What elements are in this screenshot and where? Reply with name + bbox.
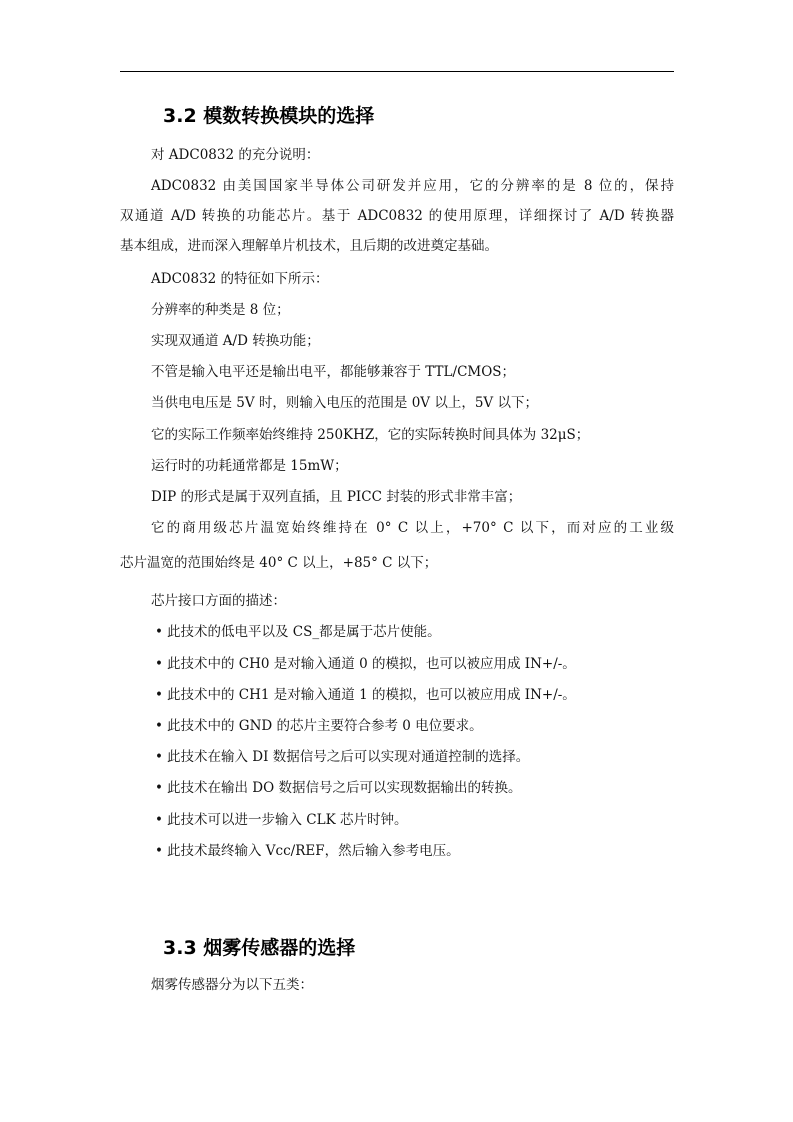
temperature-range-line-1: 它的商用级芯片温宽始终维持在 0° C 以上，+70° C 以下，而对应的工业级 [151, 520, 674, 536]
interface-list-item [155, 717, 483, 735]
interface-list-item [155, 842, 460, 860]
feature-item: 实现双通道 A/D 转换功能； [151, 333, 320, 349]
bullet-icon: • [155, 624, 163, 640]
adc-description-line-1: ADC0832 由美国国家半导体公司研发并应用，它的分辨率的是 8 位的，保持 [151, 178, 674, 194]
interface-item-text: 此技术在输入 DI 数据信号之后可以实现对通道控制的选择。 [167, 749, 530, 765]
interface-list-item [155, 748, 529, 766]
bullet-icon: • [155, 656, 163, 672]
bullet-icon: • [155, 687, 163, 703]
feature-item: 不管是输入电平还是输出电平，都能够兼容于 TTL/CMOS； [151, 364, 516, 380]
bullet-icon: • [155, 812, 163, 828]
feature-item: 它的实际工作频率始终维持 250KHZ，它的实际转换时间具体为 32μS； [151, 427, 590, 443]
adc-description-line-2: 双通道 A/D 转换的功能芯片。基于 ADC0832 的使用原理，详细探讨了 A/D 转换器 [120, 208, 674, 224]
interface-item-text: 此技术中的 GND 的芯片主要符合参考 0 电位要求。 [167, 718, 483, 734]
feature-item: 分辨率的种类是 8 位； [151, 302, 290, 318]
interface-item-text: 此技术的低电平以及 CS_都是属于芯片使能。 [167, 624, 441, 640]
interface-list-item [155, 655, 576, 673]
interface-item-text: 此技术最终输入 Vcc/REF，然后输入参考电压。 [167, 843, 460, 859]
temperature-range-line-2: 芯片温宽的范围始终是 40° C 以上，+85° C 以下； [120, 555, 438, 571]
bullet-icon: • [155, 843, 163, 859]
feature-item: DIP 的形式是属于双列直插，且 PICC 封装的形式非常丰富； [151, 489, 522, 505]
interface-item-text: 此技术中的 CH1 是对输入通道 1 的模拟，也可以被应用成 IN+/-。 [167, 687, 576, 703]
section-heading-3-2: 3.2 模数转换模块的选择 [163, 105, 375, 127]
bullet-icon: • [155, 718, 163, 734]
bullet-icon: • [155, 749, 163, 765]
adc-intro-line: 对 ADC0832 的充分说明： [151, 147, 320, 163]
adc-description-line-3: 基本组成，进而深入理解单片机技术，且后期的改进奠定基础。 [120, 238, 498, 254]
interface-list-item [155, 623, 441, 641]
features-intro-line: ADC0832 的特征如下所示： [151, 271, 329, 287]
feature-item: 运行时的功耗通常都是 15mW； [151, 458, 348, 474]
interface-list-item [155, 811, 407, 829]
interface-list-item [155, 779, 521, 797]
interface-item-text: 此技术中的 CH0 是对输入通道 0 的模拟，也可以被应用成 IN+/-。 [167, 656, 576, 672]
interface-intro-line: 芯片接口方面的描述： [151, 593, 286, 609]
section-heading-3-3: 3.3 烟雾传感器的选择 [163, 937, 356, 959]
feature-item: 当供电电压是 5V 时，则输入电压的范围是 0V 以上，5V 以下； [151, 395, 538, 411]
smoke-sensor-intro-line: 烟雾传感器分为以下五类： [151, 977, 313, 993]
interface-item-text: 此技术可以进一步输入 CLK 芯片时钟。 [167, 812, 408, 828]
bullet-icon: • [155, 780, 163, 796]
interface-item-text: 此技术在输出 DO 数据信号之后可以实现数据输出的转换。 [167, 780, 522, 796]
interface-list-item [155, 686, 576, 704]
header-rule [120, 71, 674, 72]
